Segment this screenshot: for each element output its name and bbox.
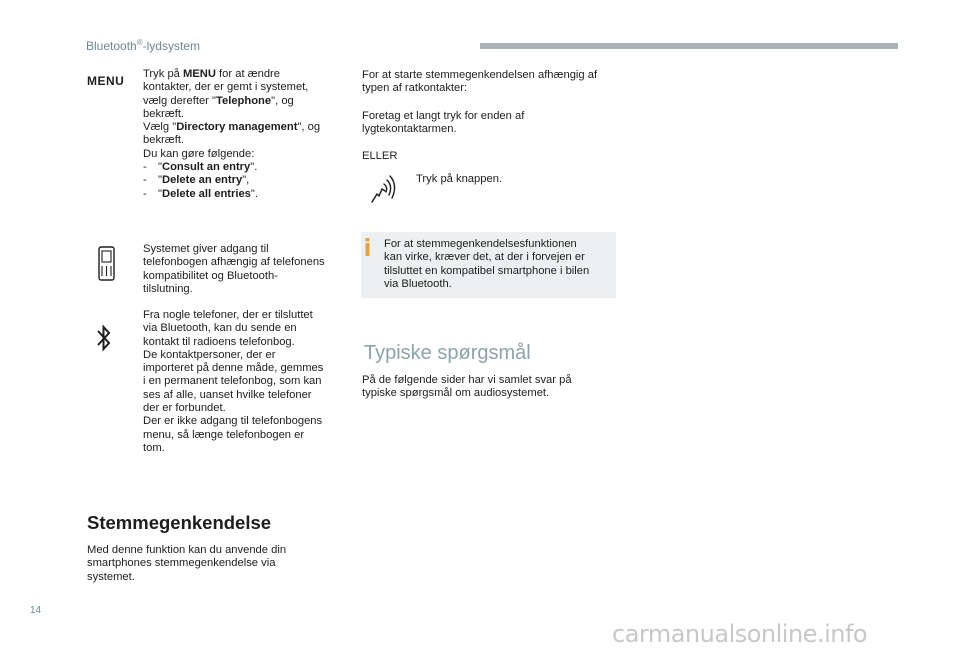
menu-button-icon: MENU xyxy=(87,74,125,88)
phone-icon xyxy=(97,246,117,282)
header-bar xyxy=(480,43,898,49)
list-item: - "Delete an entry", xyxy=(143,174,348,187)
watermark: carmanualsonline.info xyxy=(612,620,868,648)
page-header-title xyxy=(86,38,200,53)
header-title-suffix: -lydsystem xyxy=(142,39,200,53)
faq-intro-text: På de følgende sider har vi samlet svar på typiske spørgsmål om audiosystemet. xyxy=(362,374,572,400)
menu-instructions: Tryk på MENU for at ændre kontakter, der er gemt i systemet, vælg derefter "Telephone", og bekræft. Vælg "Directory management", og bekræft. Du kan gøre følgende: - "Consult an entry". - "Delete an entry", - "Delete all entries". xyxy=(143,68,348,201)
registered-mark: ® xyxy=(136,38,143,47)
phonebook-access-text: Systemet giver adgang til telefonbogen afhængig af telefonens kompatibilitet og Bluetooth- tilslutning. xyxy=(143,243,325,295)
voice-start-text: For at starte stemmegenkendelsen afhængig af typen af ratkontakter: xyxy=(362,69,598,95)
header-title-text: Bluetooth xyxy=(86,39,137,53)
or-text: ELLER xyxy=(362,150,398,162)
page-number: 14 xyxy=(30,605,42,616)
press-button-text: Tryk på knappen. xyxy=(416,173,503,185)
voice-command-icon xyxy=(368,174,398,206)
info-box-text: For at stemmegenkendelsesfunktionen kan virke, kræver det, at der i forvejen er tilsluttet en kompatibel smartphone i bilen via Bluetooth. xyxy=(384,238,590,290)
info-icon xyxy=(365,238,371,256)
list-item: - "Consult an entry". xyxy=(143,161,348,174)
list-item: - "Delete all entries". xyxy=(143,188,348,201)
long-press-text: Foretag et langt tryk for enden af lygtekontaktarmen. xyxy=(362,110,525,136)
bluetooth-icon xyxy=(95,322,113,354)
section-title-faq: Typiske spørgsmål xyxy=(364,342,531,364)
menu-options-list xyxy=(143,161,348,201)
section-title-voice-recognition: Stemmegenkendelse xyxy=(87,512,272,533)
bluetooth-contacts-text: Fra nogle telefoner, der er tilsluttet via Bluetooth, kan du sende en kontakt til radioens telefonbog. De kontaktpersoner, der er importeret på denne måde, gemmes i en permanent telefonbog, som kan ses af alle, uanset hvilke telefoner der er forbundet. Der er ikke adgang til telefonbogens menu, så længe telefonbogen er tom. xyxy=(143,309,324,454)
voice-recognition-text: Med denne funktion kan du anvende din smartphones stemmegenkendelse via systemet. xyxy=(87,544,287,583)
